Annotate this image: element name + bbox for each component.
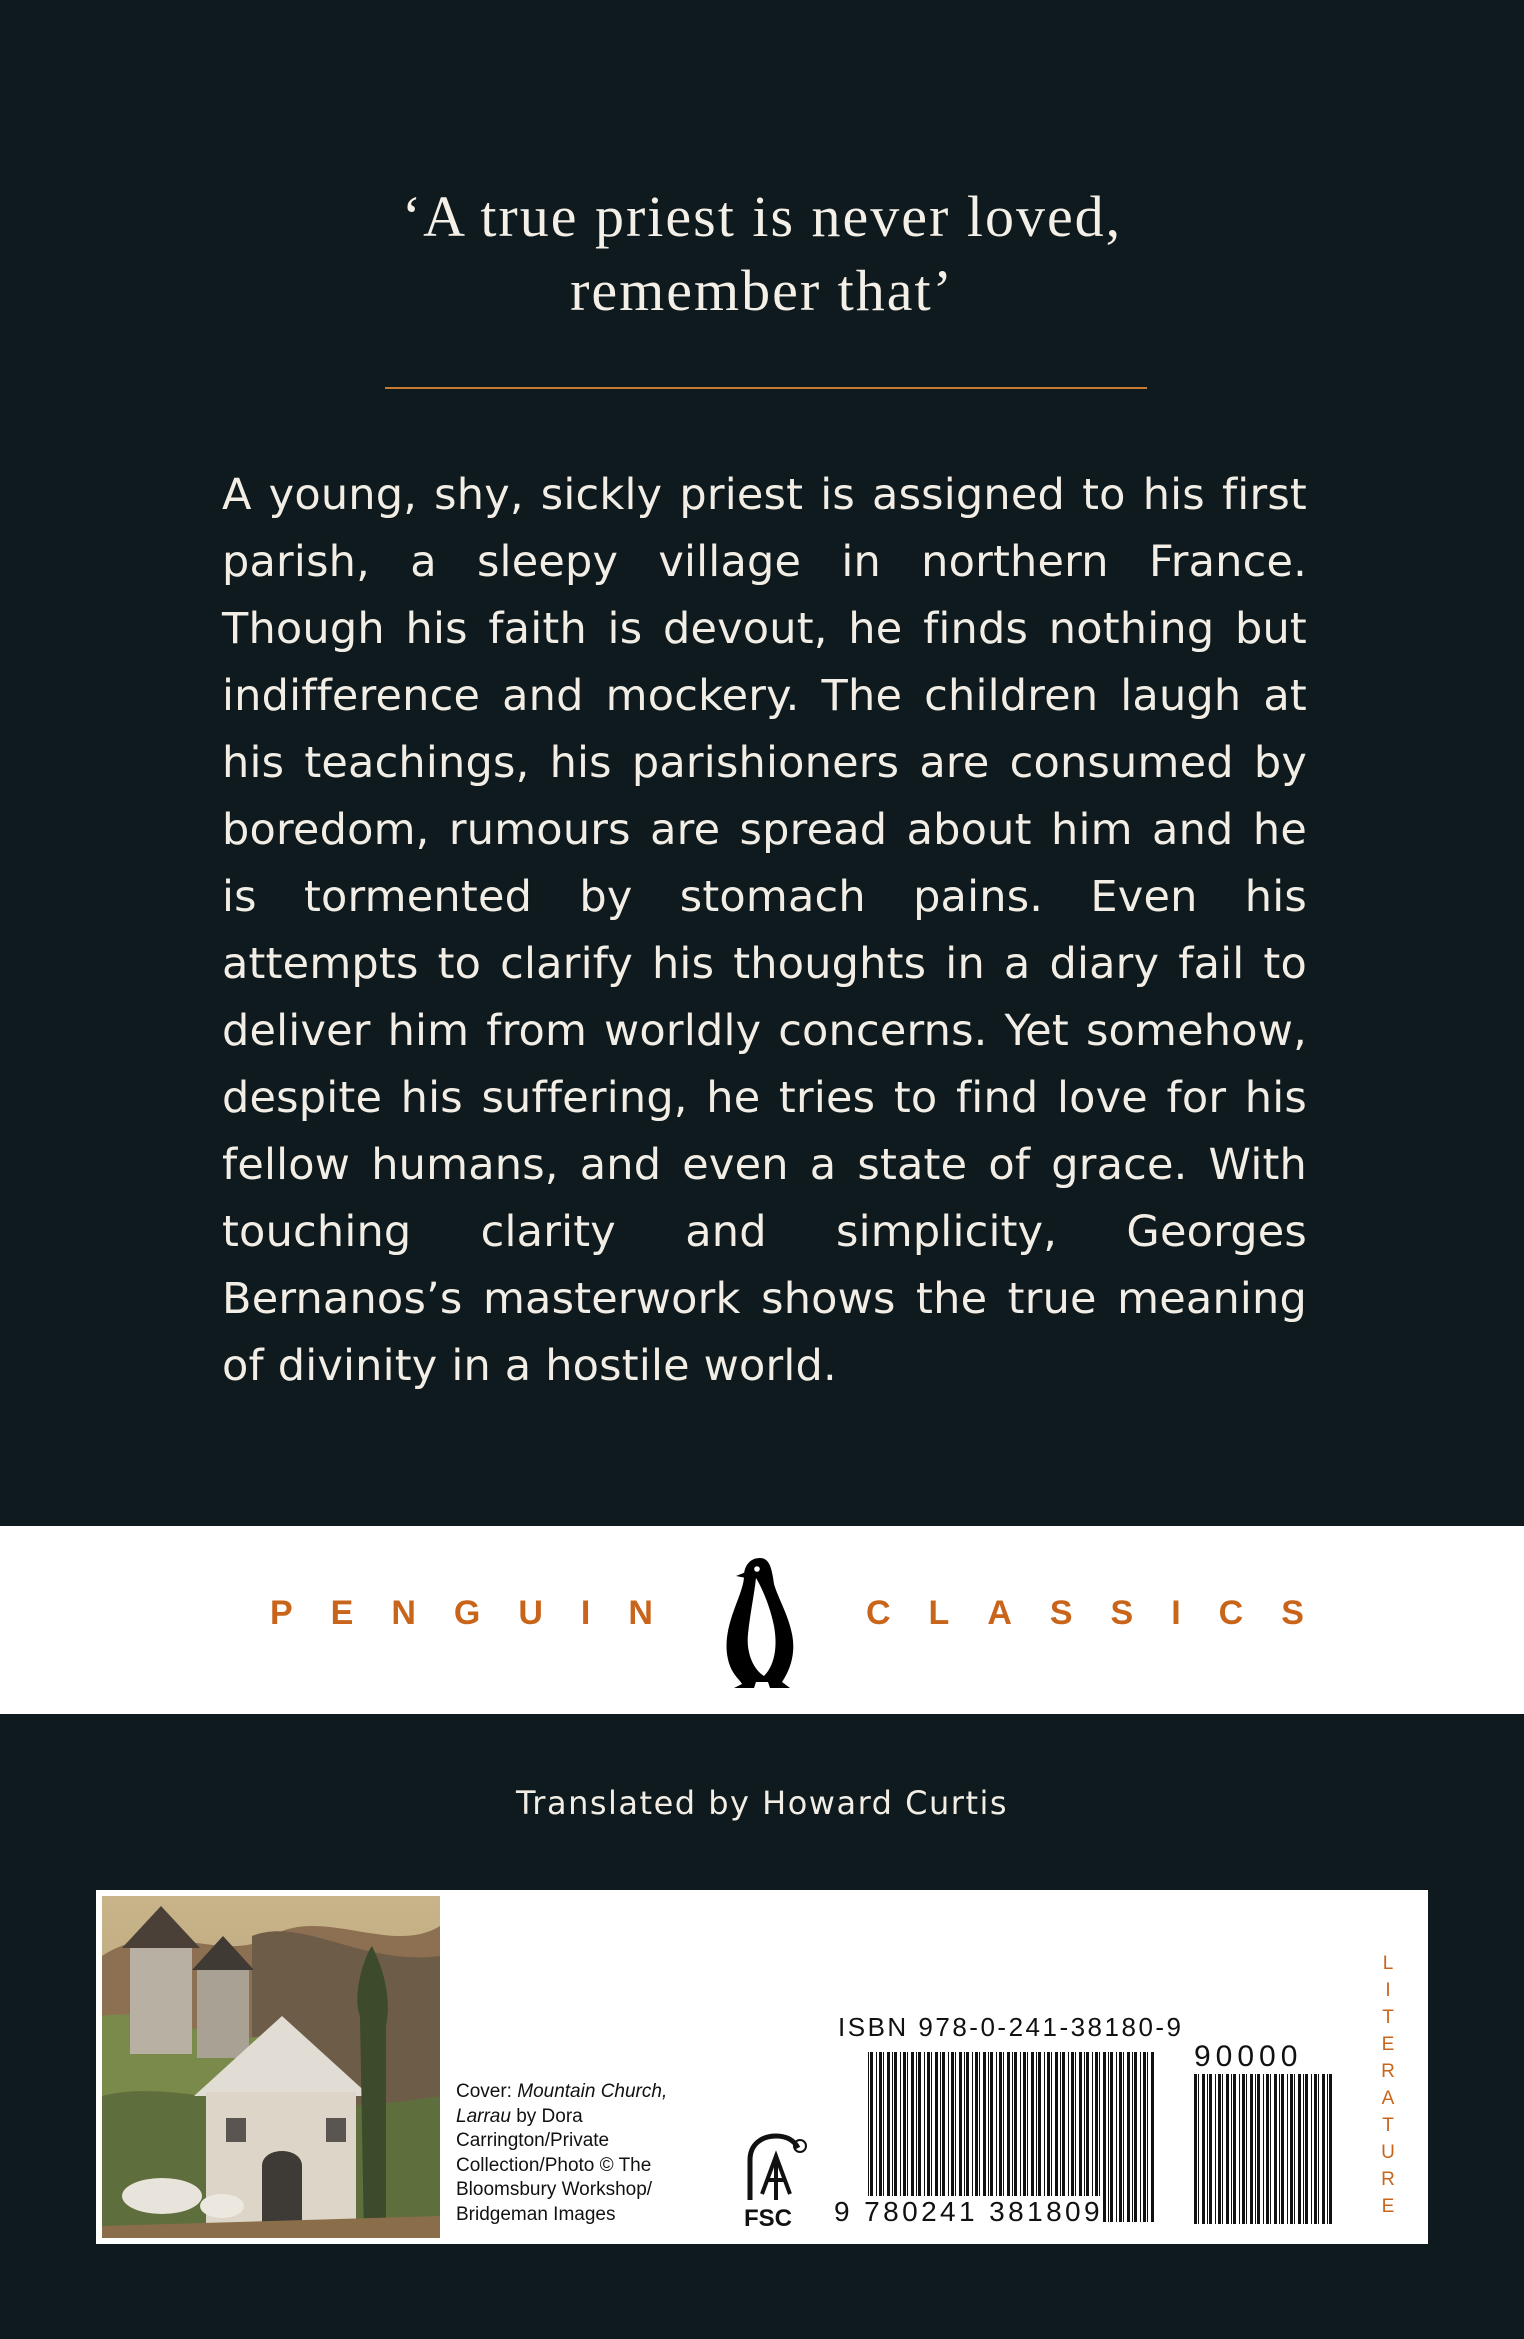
penguin-logo-icon xyxy=(720,1554,804,1692)
credit-prefix: Cover: xyxy=(456,2081,518,2102)
cover-image-credit xyxy=(456,2080,706,2227)
barcode-number: 9 780241 381809 xyxy=(834,2196,1103,2227)
credit-suffix: by Dora Carrington/Private Collection/Photo © The Bloomsbury Workshop/ Bridgeman Images xyxy=(456,2105,653,2225)
brand-penguin: PENGUIN xyxy=(270,1594,691,1632)
orange-divider xyxy=(385,387,1147,389)
credit-artwork-title: Mountain Church, Larrau xyxy=(456,2081,668,2127)
barcode-panel xyxy=(96,1890,1428,2244)
back-quote xyxy=(0,180,1524,328)
category-label: L I T E R A T U R E xyxy=(1381,1953,1395,2217)
blurb-text: A young, shy, sickly priest is assigned to his first parish, a sleepy village in northern France. Though his faith is devout, he finds nothing but indifference and mockery. The children laugh at his teachings, his parishioners are consumed by boredom, rumours are spread about him and he is tormented by stomach pains. Even his attempts to clarify his thoughts in a diary fail to deliver him from worldly concerns. Yet somehow, despite his suffering, he tries to find love for his fellow humans, and even a state of grace. With touching clarity and simplicity, Georges Bernanos’s masterwork shows the true meaning of divinity in a hostile world. xyxy=(222,470,1307,1391)
quote-line-1: ‘A true priest is never loved, xyxy=(401,184,1123,249)
translator-credit: Translated by Howard Curtis xyxy=(515,1784,1009,1822)
brand-classics: CLASSICS xyxy=(866,1594,1342,1632)
fsc-label: FSC xyxy=(744,2205,792,2230)
cover-painting-thumbnail xyxy=(102,1896,440,2238)
fsc-logo-icon xyxy=(740,2130,810,2230)
publisher-band xyxy=(0,1526,1524,1714)
price-barcode xyxy=(1192,2074,1332,2224)
quote-line-2: remember that’ xyxy=(570,258,954,323)
price-code: 90000 xyxy=(1194,2040,1303,2073)
isbn-label: ISBN 978-0-241-38180-9 xyxy=(838,2012,1184,2042)
